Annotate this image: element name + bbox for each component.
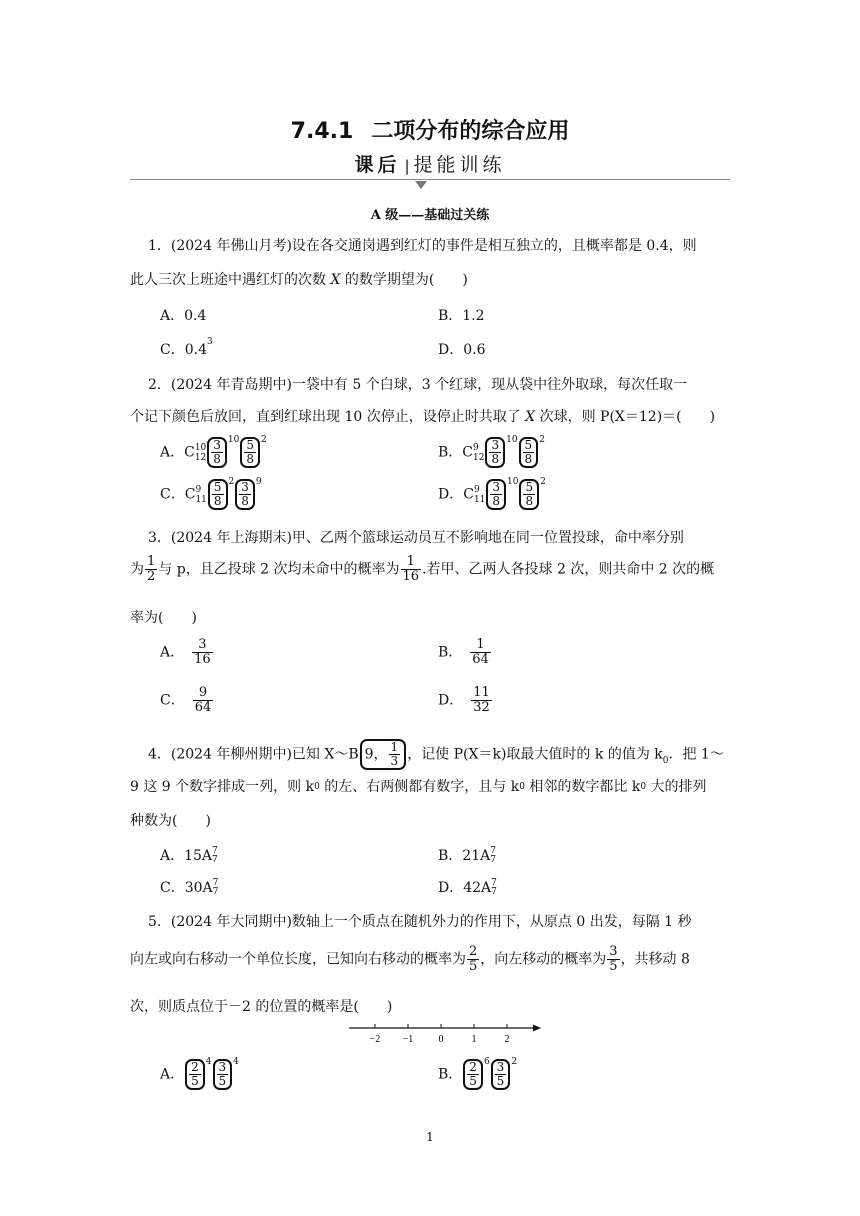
exp: 6 [483, 1057, 490, 1067]
frac-den: 8 [246, 452, 255, 466]
frac-den: 2 [147, 569, 156, 584]
frac-num: 3 [496, 1060, 505, 1074]
q2-text-b: 次球，则 [535, 409, 601, 425]
q1-text-b: 的数学期望为( ) [340, 272, 468, 288]
q4-text-f: 相邻的数字都比 k [524, 779, 641, 795]
q2-option-d [438, 479, 546, 510]
q3-option-d [438, 686, 493, 715]
frac-den: 8 [492, 494, 501, 508]
paren-group [208, 479, 228, 510]
comb-sub: 12 [473, 452, 485, 463]
q3-text-c: .若甲、乙两人各投球 2 次，则共命中 2 次的概 [422, 561, 715, 578]
frac-num: 1 [470, 638, 491, 653]
frac-den: 5 [469, 959, 478, 974]
q5-line2 [130, 945, 690, 974]
perm-sub: 7 [491, 887, 497, 897]
q5-option-a [160, 1059, 239, 1090]
frac-den: 16 [402, 569, 420, 584]
q2-option-a [160, 437, 267, 468]
comb-sup: 9 [473, 484, 480, 495]
frac-num: 5 [213, 480, 222, 494]
opt-label: A． [160, 644, 185, 661]
frac-den: 64 [194, 700, 212, 715]
q1-option-d: D．0.6 [438, 342, 486, 358]
exp: 2 [261, 435, 267, 445]
frac-num: 3 [491, 438, 500, 452]
paren-group [519, 479, 539, 510]
tick-label: 1 [471, 1034, 477, 1045]
paren-group [491, 1059, 511, 1090]
frac-num: 2 [469, 944, 478, 959]
perm-sup: 7 [490, 846, 496, 856]
opt-label: C． [160, 692, 185, 709]
paren-group [463, 1059, 483, 1090]
subtitle-a: 课后 [354, 154, 401, 176]
opt-label: B． [438, 644, 463, 661]
perm-sup: 7 [212, 846, 218, 856]
opt-label: D． [438, 692, 464, 709]
q3-option-b [438, 638, 492, 667]
q1-line2 [130, 271, 468, 289]
frac-den: 3 [390, 754, 399, 768]
q4-line2 [130, 778, 707, 796]
q5-text-a: 向左或向右移动一个单位长度，已知向右移动的概率为 [130, 951, 466, 968]
perm-sub: 7 [490, 855, 496, 865]
paren-group [213, 1059, 233, 1090]
frac-num: 5 [524, 438, 533, 452]
frac-num: 5 [246, 438, 255, 452]
paren-group [235, 479, 255, 510]
exp: 10 [507, 477, 519, 487]
q3-option-c [160, 686, 214, 715]
frac-num: 11 [473, 685, 490, 700]
q3-line3: 率为( ) [130, 610, 197, 626]
q4-text-e: 的左、右两侧都有数字，且与 k [319, 779, 520, 795]
subtitle-separator: | [404, 157, 410, 175]
q3-line1: 3．(2024 年上海期末)甲、乙两个篮球运动员互不影响地在同一位置投球，命中率分别 [148, 530, 684, 546]
paren-group [519, 437, 539, 468]
q5-option-b [438, 1059, 517, 1090]
q1-option-b: B．1.2 [438, 308, 485, 324]
tick-label: 0 [438, 1034, 444, 1045]
frac-den: 32 [473, 700, 490, 715]
header-divider [130, 179, 730, 180]
k0-sub: 0 [314, 782, 320, 792]
q4-text-d: 9 这 9 个数字排成一列，则 k [130, 779, 315, 795]
opt-label: A． [160, 1066, 185, 1083]
exp: 2 [511, 1057, 518, 1067]
q4-text-b: ，记使 P(X＝k)取最大值时的 k 的值为 k [407, 746, 663, 763]
k0-sub: 0 [519, 782, 525, 792]
tick-label: 2 [504, 1034, 510, 1045]
q4-option-c [160, 877, 218, 897]
paren-group [485, 437, 505, 468]
frac-num: 9 [193, 686, 214, 701]
exp: 10 [227, 435, 240, 445]
q2-text-c: P(X＝12)＝( ) [600, 409, 716, 425]
comb-sub: 11 [473, 494, 486, 505]
frac-num: 3 [192, 638, 213, 653]
q2-line1: 2．(2024 年青岛期中)一袋中有 5 个白球，3 个红球，现从袋中往外取球，每次任取一 [148, 377, 688, 393]
frac-num: 3 [492, 480, 501, 494]
exp: 10 [506, 435, 518, 445]
frac-den: 8 [241, 494, 249, 508]
comb-sup: 9 [473, 442, 479, 453]
q2-option-c [160, 479, 262, 510]
frac-num: 1 [390, 740, 399, 754]
q1-option-c [160, 339, 213, 359]
q4-text-a: 4．(2024 年柳州期中)已知 X～B [148, 746, 359, 763]
q1-text-a: 此人三次上班途中遇红灯的次数 [130, 272, 331, 288]
exp: 4 [233, 1057, 239, 1067]
comb-sub: 11 [195, 494, 207, 505]
comb-sup: 10 [194, 442, 207, 453]
q1-option-c-exp: 3 [206, 337, 213, 347]
frac-num: 3 [241, 480, 249, 494]
level-heading: A 级——基础过关练 [370, 208, 490, 223]
perm-sup: 7 [491, 878, 497, 888]
opt-label: D．42A [438, 880, 492, 896]
comb-sup: 9 [195, 484, 202, 495]
opt-label: B．21A [438, 848, 491, 864]
perm-sub: 7 [212, 855, 218, 865]
opt-label: B． [438, 1066, 463, 1083]
frac-num: 1 [401, 555, 422, 570]
q5-line3: 次，则质点位于－2 的位置的概率是( ) [130, 999, 393, 1015]
q4-line3: 种数为( ) [130, 813, 211, 829]
subtitle-b: 提能训练 [413, 154, 506, 176]
q3-line2 [130, 555, 714, 584]
q1-option-c-base: C．0.4 [160, 342, 207, 358]
paren-group [486, 479, 506, 510]
perm-sup: 7 [212, 878, 219, 888]
opt-label: C．30A [160, 880, 213, 896]
frac-num: 2 [191, 1060, 199, 1074]
title-text: 二项分布的综合应用 [371, 119, 570, 144]
section-number: 7.4.1 [290, 119, 354, 144]
q4-option-a [160, 845, 218, 865]
q4-option-b [438, 845, 496, 865]
paren-group [240, 437, 260, 468]
q1-option-a: A．0.4 [160, 308, 207, 324]
tick-label: −2 [369, 1034, 381, 1045]
frac-den: 8 [525, 494, 534, 508]
arrow-right-icon [533, 1025, 541, 1032]
exp: 2 [539, 435, 545, 445]
q4-binom-n: 9， [364, 746, 388, 763]
q5-text-c: ，共移动 8 [620, 951, 690, 968]
q5-text-b: ，向左移动的概率为 [480, 951, 607, 968]
opt-label: A．C [160, 444, 195, 461]
exp: 4 [205, 1057, 212, 1067]
q2-line2 [130, 408, 715, 426]
frac-den: 8 [524, 452, 533, 466]
frac-den: 5 [191, 1074, 199, 1088]
page-title [0, 114, 860, 145]
frac-den: 64 [472, 652, 489, 667]
frac-den: 5 [218, 1074, 227, 1088]
frac-den: 8 [213, 494, 222, 508]
exp: 2 [228, 477, 235, 487]
frac-num: 3 [213, 438, 221, 452]
frac-den: 5 [609, 959, 618, 974]
frac-num: 1 [147, 554, 156, 569]
q1-line1: 1．(2024 年佛山月考)设在各交通岗遇到红灯的事件是相互独立的，且概率都是 0.4，则 [148, 238, 697, 254]
frac-num: 5 [525, 480, 534, 494]
q3-text-a: 为 [130, 561, 144, 578]
paren-group [360, 739, 407, 770]
q3-option-a [160, 638, 214, 667]
number-line [345, 1021, 545, 1047]
frac-num: 2 [469, 1060, 477, 1074]
q4-text-g: 大的排列 [646, 779, 707, 795]
tick-label: −1 [402, 1034, 414, 1045]
q2-text-a: 个记下颜色后放回，直到红球出现 10 次停止，设停止时共取了 [130, 409, 526, 425]
page-number: 1 [426, 1130, 434, 1144]
paren-group [207, 437, 227, 468]
q4-option-d [438, 877, 497, 897]
frac-den: 5 [469, 1074, 477, 1088]
frac-den: 8 [213, 452, 221, 466]
exp: 9 [255, 477, 262, 487]
comb-sub: 12 [194, 452, 207, 463]
opt-label: D．C [438, 486, 474, 503]
k0-sub: 0 [662, 756, 669, 766]
q2-var: X [525, 409, 536, 425]
opt-label: A．15A [160, 848, 213, 864]
frac-num: 3 [609, 944, 618, 959]
frac-den: 8 [491, 452, 500, 466]
q1-var: X [330, 272, 341, 288]
q5-line1: 5．(2024 年大同期中)数轴上一个质点在随机外力的作用下，从原点 0 出发，每隔 1 秒 [148, 914, 692, 930]
q2-option-b [438, 437, 545, 468]
triangle-marker-icon [415, 181, 427, 189]
q4-text-c: ．把 1～ [668, 746, 724, 763]
paren-group [185, 1059, 205, 1090]
frac-den: 16 [194, 652, 211, 667]
q4-line1 [148, 739, 724, 770]
k0-sub: 0 [640, 782, 647, 792]
perm-sub: 7 [212, 887, 219, 897]
exp: 2 [540, 477, 546, 487]
frac-num: 3 [218, 1060, 227, 1074]
frac-den: 5 [496, 1074, 505, 1088]
opt-label: B．C [438, 444, 473, 461]
page-subtitle [0, 150, 860, 177]
opt-label: C．C [160, 486, 196, 503]
q3-text-b: 与 p，且乙投球 2 次均未命中的概率为 [158, 561, 400, 578]
